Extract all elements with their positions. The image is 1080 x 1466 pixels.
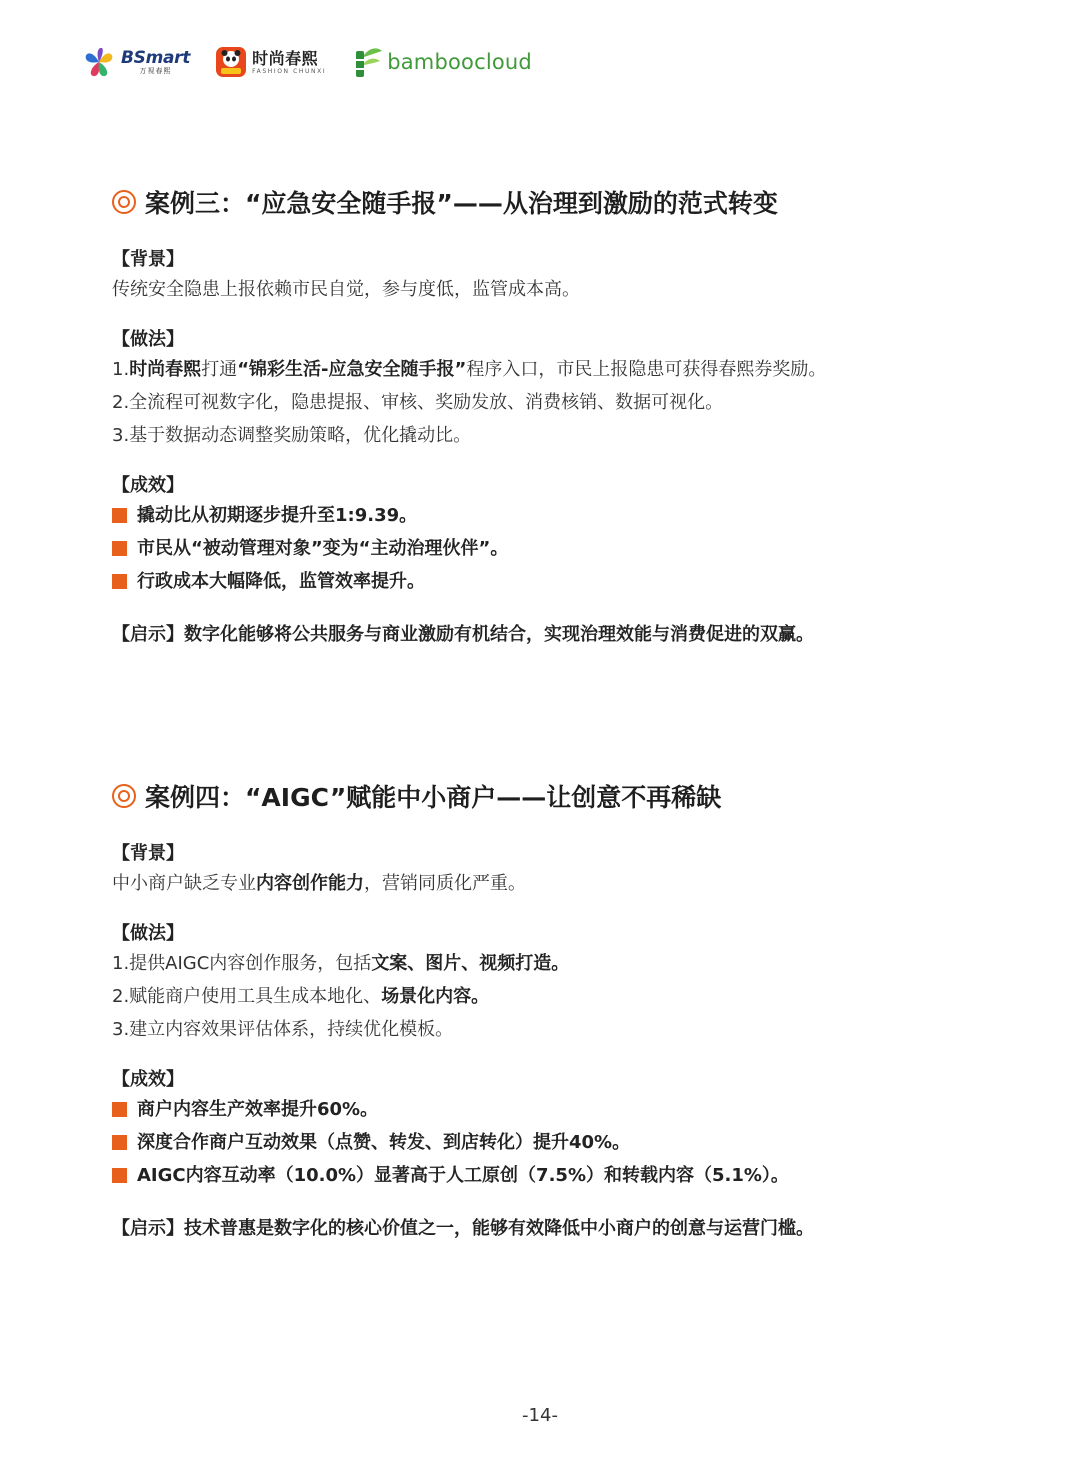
case-three-section [112,182,992,650]
case-three-method-3: 3.基于数据动态调整奖励策略，优化撬动比。 [112,425,472,446]
bsmart-logo-sub: 万视春熙 [139,66,172,75]
case-four-method-2: 2.赋能商户使用工具生成本地化、场景化内容。 [112,986,490,1007]
case-three-result-2: 市民从“被动管理对象”变为“主动治理伙伴”。 [112,532,992,565]
case-four-title [112,776,992,816]
bamboocloud-name: bamboocloud [387,50,532,74]
header-logos [80,42,558,82]
case-three-result-3: 行政成本大幅降低，监管效率提升。 [112,565,992,598]
bamboocloud-logo [352,45,532,79]
fashion-chunxi-name: 时尚春熙 [252,48,319,68]
case-four-result-3: AIGC内容互动率（10.0%）显著高于人工原创（7.5%）和转载内容（5.1%）。 [112,1159,992,1192]
fashion-chunxi-sub: FASHION CHUNXI [252,67,327,75]
case-three-result-1: 撬动比从初期逐步提升至1:9.39。 [112,499,992,532]
target-circle-icon [112,784,136,808]
panda-badge-icon [216,47,246,77]
bsmart-logo [80,45,190,79]
case-four-result-1: 商户内容生产效率提升60%。 [112,1093,992,1126]
target-circle-icon [112,190,136,214]
case-four-method-label: 【做法】 [112,923,184,944]
page-number: -14- [522,1405,558,1426]
fashion-chunxi-logo [216,47,326,77]
case-four-method-1: 1.提供AIGC内容创作服务，包括文案、图片、视频打造。 [112,953,570,974]
case-three-background-text: 传统安全隐患上报依赖市民自觉，参与度低，监管成本高。 [112,279,580,300]
case-four-method-3: 3.建立内容效果评估体系，持续优化模板。 [112,1019,454,1040]
case-four-section [112,776,992,1244]
case-three-title [112,182,992,222]
bsmart-logo-name: BSmart [121,47,191,68]
case-three-method-label: 【做法】 [112,329,184,350]
case-four-title-text: 案例四：“AIGC”赋能中小商户——让创意不再稀缺 [145,783,722,812]
case-four-insight: 【启示】技术普惠是数字化的核心价值之一，能够有效降低中小商户的创意与运营门槛。 [112,1218,814,1239]
orange-square-bullet-icon [112,574,127,589]
bsmart-pinwheel-icon [80,45,118,79]
case-three-insight: 【启示】数字化能够将公共服务与商业激励有机结合，实现治理效能与消费促进的双赢。 [112,624,814,645]
bamboo-icon [352,45,384,79]
case-three-background-label: 【背景】 [112,249,184,270]
orange-square-bullet-icon [112,1135,127,1150]
case-three-method-2: 2.全流程可视数字化，隐患提报、审核、奖励发放、消费核销、数据可视化。 [112,392,724,413]
case-four-background-text: 中小商户缺乏专业内容创作能力，营销同质化严重。 [112,873,526,894]
case-three-result-label: 【成效】 [112,475,184,496]
case-four-result-label: 【成效】 [112,1069,184,1090]
orange-square-bullet-icon [112,1168,127,1183]
case-four-background-label: 【背景】 [112,843,184,864]
case-three-title-text: 案例三：“应急安全随手报”——从治理到激励的范式转变 [145,189,778,218]
orange-square-bullet-icon [112,1102,127,1117]
orange-square-bullet-icon [112,541,127,556]
orange-square-bullet-icon [112,508,127,523]
case-three-method-1: 1.时尚春熙打通“锦彩生活-应急安全随手报”程序入口，市民上报隐患可获得春熙券奖励。 [112,359,827,380]
case-four-result-2: 深度合作商户互动效果（点赞、转发、到店转化）提升40%。 [112,1126,992,1159]
